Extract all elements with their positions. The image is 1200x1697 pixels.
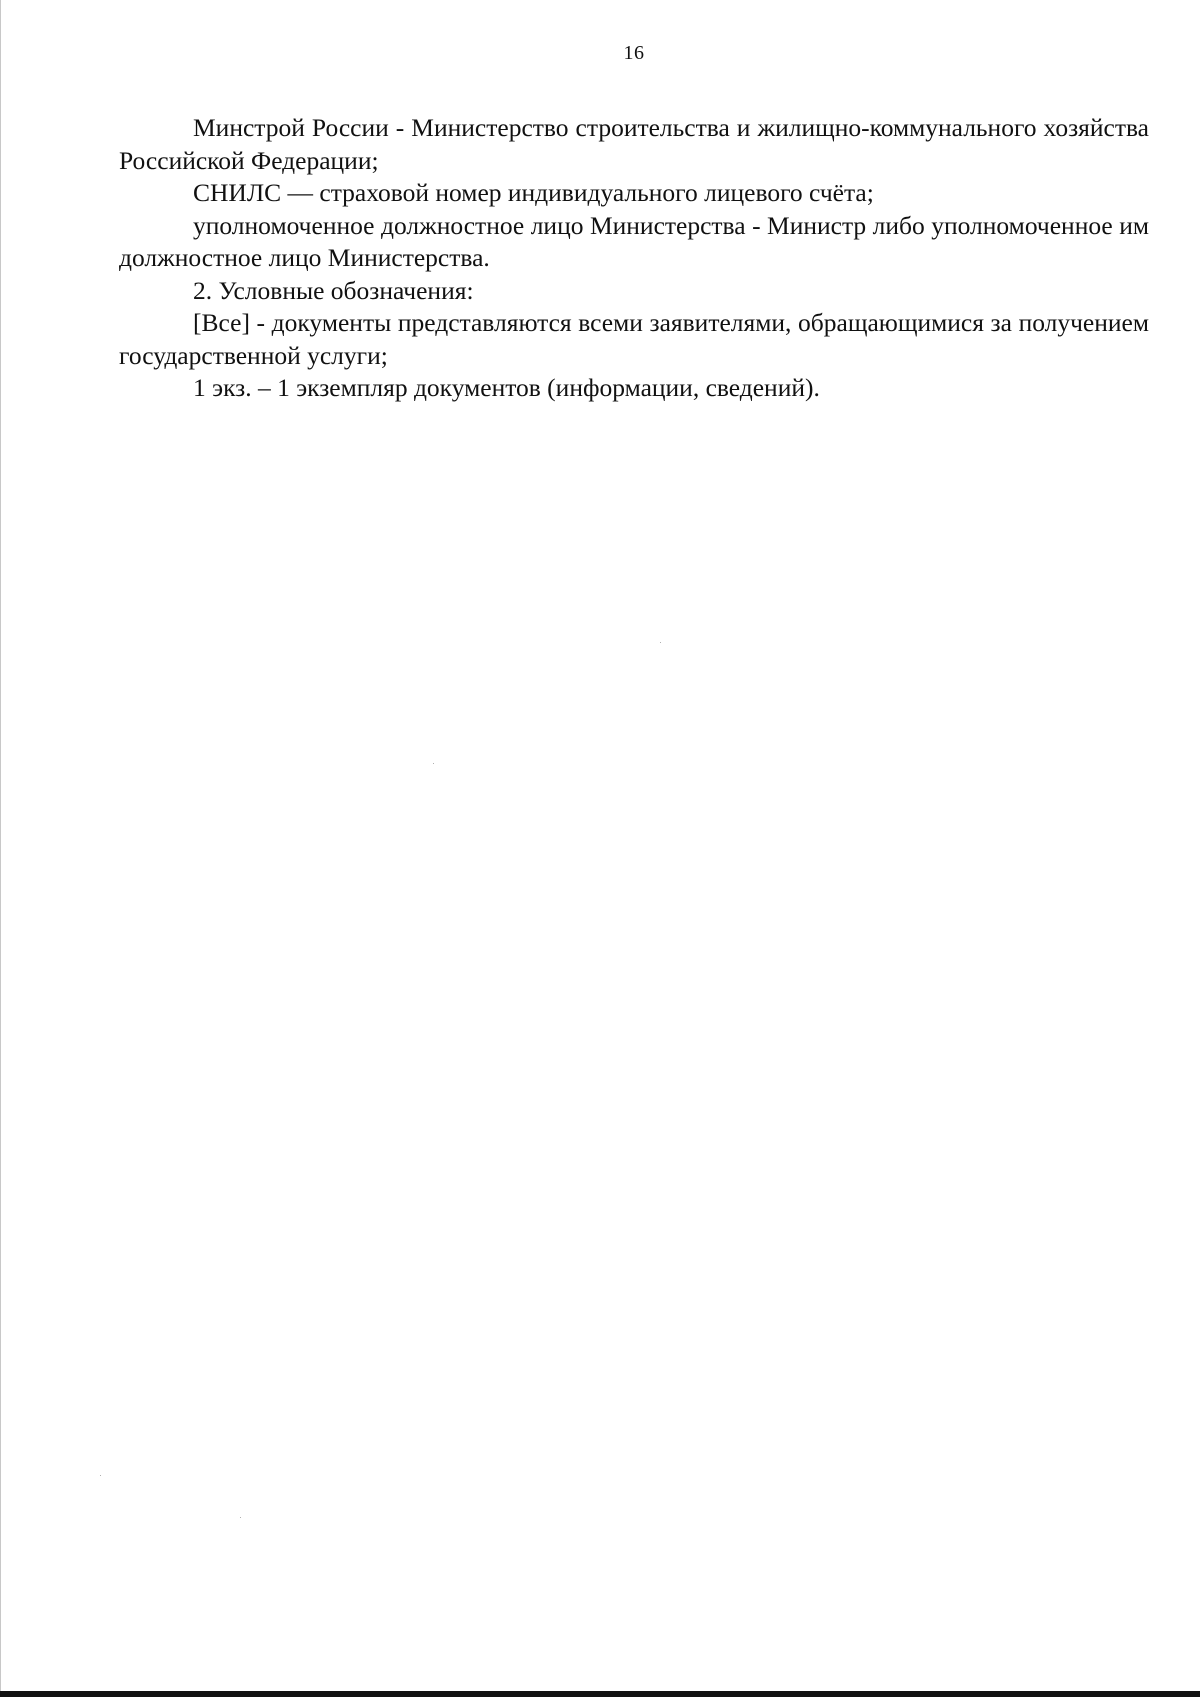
scan-speck: [100, 1475, 101, 1476]
scan-left-edge: [0, 0, 1, 1697]
document-body: [119, 112, 1149, 405]
scan-bottom-edge: [0, 1691, 1200, 1697]
symbol-all-applicants: [Все] - документы представляются всеми заявителями, обращающимися за получением государственной услуги;: [119, 308, 1149, 370]
scan-speck: [660, 642, 661, 643]
definition-minstroy: Минстрой России - Министерство строительства и жилищно-коммунального хозяйства Российской Федерации;: [119, 113, 1149, 175]
section-heading-symbols: 2. Условные обозначения:: [193, 275, 474, 305]
page-number: 16: [623, 42, 645, 64]
symbol-one-copy: 1 экз. – 1 экземпляр документов (информации, сведений).: [193, 373, 820, 402]
definition-authorized-official: уполномоченное должностное лицо Министерства - Министр либо уполномоченное им должностное лицо Министерства.: [119, 210, 1149, 272]
scan-speck: [433, 763, 434, 764]
scan-speck: [240, 1517, 241, 1518]
definition-snils: СНИЛС — страховой номер индивидуального лицевого счёта;: [193, 178, 874, 207]
